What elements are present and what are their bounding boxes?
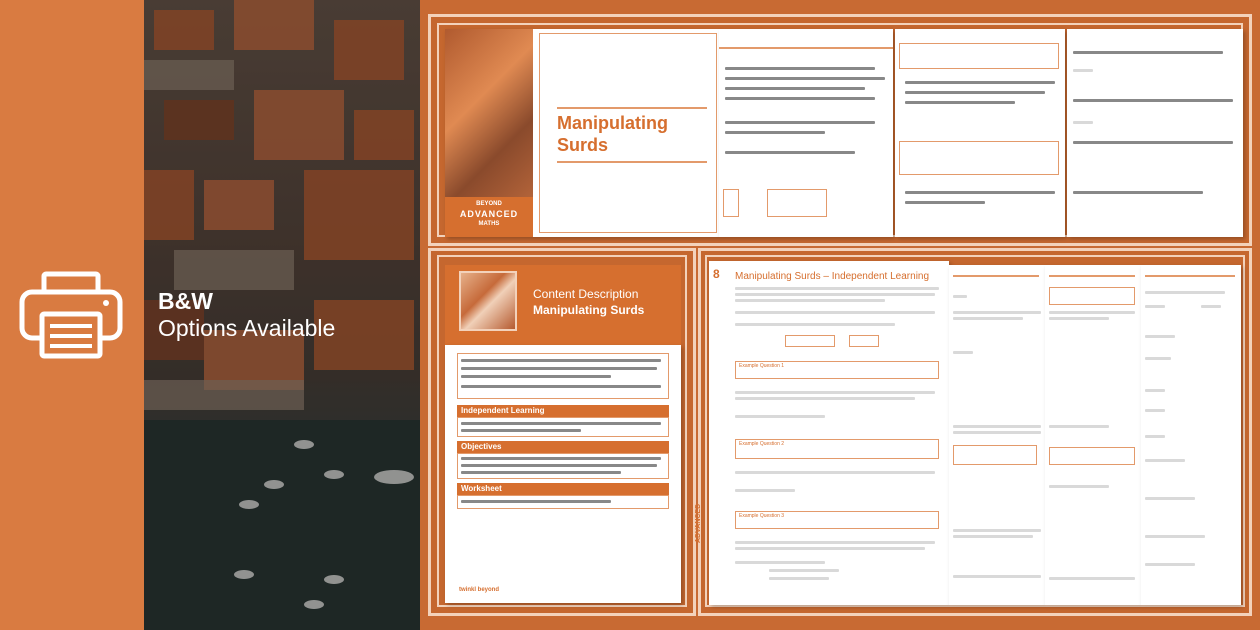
cover-title-line2: Surds: [557, 135, 609, 155]
content-heading: Content Description: [533, 287, 639, 301]
bw-subtitle: Options Available: [158, 315, 336, 341]
content-subheading: Manipulating Surds: [533, 303, 645, 317]
section-objectives: Objectives: [461, 442, 502, 451]
cover-page: [445, 29, 719, 237]
example-label-3: Example Question 3: [739, 513, 785, 519]
worksheet-brand: ADVANCED: [695, 503, 702, 543]
top-panel: [428, 14, 1252, 246]
printer-icon: [18, 270, 124, 360]
worksheet-page-2: [949, 265, 1045, 605]
cover-brand-mid: ADVANCED: [459, 209, 519, 219]
worksheet-page-1: 8 Manipulating Surds – Independent Learning Example Question 1 Example Question 2 Example Question 3 ADVANCED: [709, 261, 949, 605]
worksheet-panel: [695, 248, 1252, 616]
cover-brand-bot: MATHS: [478, 221, 500, 227]
content-description-panel: [428, 248, 696, 616]
cover-title-line1: Manipulating: [557, 113, 668, 133]
example-label-2: Example Question 2: [739, 441, 785, 447]
left-strip: [0, 0, 144, 630]
worksheet-title: Manipulating Surds – Independent Learning: [735, 271, 930, 282]
worksheet-page-3: [1045, 265, 1141, 605]
example-label-1: Example Question 1: [739, 363, 785, 369]
section-worksheet: Worksheet: [461, 484, 502, 493]
footer-brand: twinkl beyond: [459, 587, 500, 593]
cover-brand-top: BEYOND: [476, 201, 502, 207]
content-description-page: [445, 345, 681, 603]
bw-title: B&W: [158, 288, 213, 314]
content-thumbnail: [459, 271, 517, 331]
preview-page-3: [895, 29, 1065, 237]
preview-page-4: [1067, 29, 1243, 237]
worksheet-page-4: [1141, 265, 1241, 605]
section-independent-learning: Independent Learning: [461, 406, 545, 415]
preview-page-2: [719, 29, 893, 237]
